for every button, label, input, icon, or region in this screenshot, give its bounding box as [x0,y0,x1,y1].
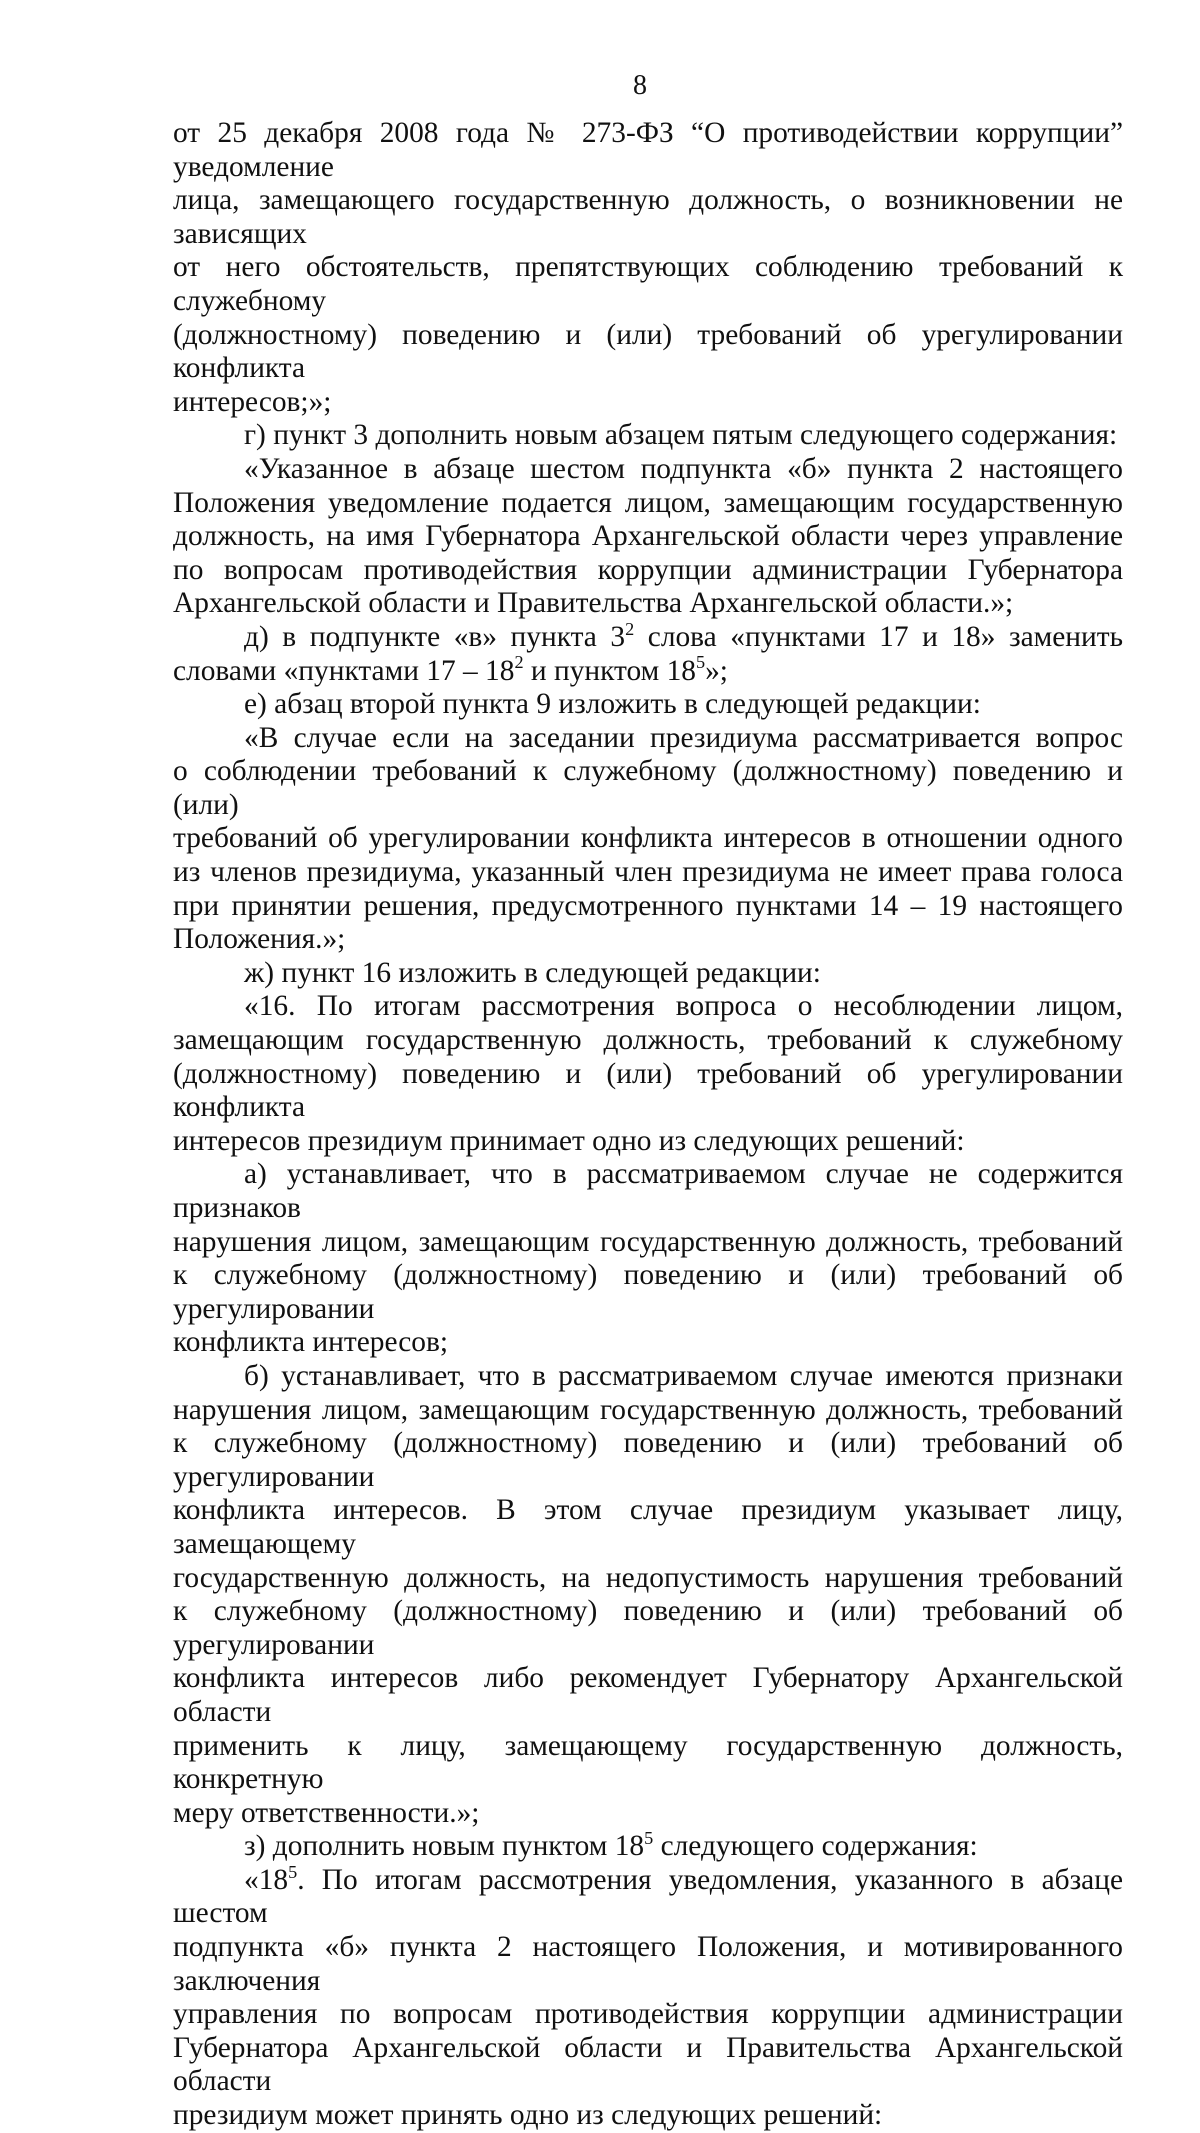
paragraph-line: применить к лицу, замещающему государственную должность, конкретную [173,1729,1123,1796]
paragraph-line: нарушения лицом, замещающим государственную должность, требований [173,1393,1123,1426]
paragraph-line: Положения.»; [173,923,346,956]
paragraph-line: из членов президиума, указанный член президиума не имеет права голоса [173,856,1123,889]
paragraph-line: замещающим государственную должность, требований к служебному [173,1024,1123,1057]
paragraph-line: управления по вопросам противодействия коррупции администрации [173,1998,1123,2031]
paragraph-line: конфликта интересов; [173,1326,449,1359]
paragraph-line: ж) пункт 16 изложить в следующей редакции: [244,956,821,989]
paragraph-line: Архангельской области и Правительства Архангельской области.»; [173,587,1014,620]
paragraph-line: словами «пунктами $17 - 18^2$ и пунктом $18^5$»; [173,652,728,687]
paragraph-line: д) в подпункте «в» пункта $3^2$ слова «пунктами 17 и 18» заменить [244,618,1123,653]
paragraph-line: б) устанавливает, что в рассматриваемом случае имеются признаки [244,1359,1123,1392]
superscript: 2 [625,618,635,639]
paragraph-line: к служебному (должностному) поведению и (или) требований об урегулировании [173,1427,1123,1493]
paragraph-line: конфликта интересов. В этом случае президиум указывает лицу, замещающему [173,1494,1123,1560]
paragraph-line: при принятии решения, предусмотренного пунктами 14 – 19 настоящего [173,889,1123,922]
paragraph-line: з) дополнить новым пунктом $18^5$ следующего содержания: [244,1827,978,1863]
superscript: 5 [695,652,706,673]
paragraph-line: по вопросам противодействия коррупции администрации Губернатора [173,553,1123,586]
paragraph-line: подпункта «б» пункта 2 настоящего Положения, и мотивированного заключения [173,1931,1123,1997]
paragraph-line: нарушения лицом, замещающим государственную должность, требований [173,1225,1123,1258]
paragraph-line: Положения уведомление подается лицом, замещающим государственную [173,486,1123,519]
paragraph-line: г) пункт 3 дополнить новым абзацем пятым следующего содержания: [244,419,1118,452]
paragraph-line: (должностному) поведению и (или) требований об урегулировании конфликта [173,1057,1123,1124]
paragraph-line: Губернатора Архангельской области и Правительства Архангельской области [173,2031,1123,2098]
paragraph-line: о соблюдении требований к служебному (должностному) поведению и (или) [173,755,1123,821]
paragraph-line: к служебному (должностному) поведению и (или) требований об урегулировании [173,1595,1123,1661]
paragraph-line: лица, замещающего государственную должность, о возникновении не зависящих [173,184,1123,250]
superscript: 5 [288,1861,298,1882]
paragraph-line: «16. По итогам рассмотрения вопроса о несоблюдении лицом, [244,990,1123,1023]
paragraph-line: конфликта интересов либо рекомендует Губернатору Архангельской области [173,1662,1123,1728]
paragraph-line: а) устанавливает, что в рассматриваемом случае не содержится признаков [173,1158,1123,1224]
paragraph-line: «$18^5$. По итогам рассмотрения уведомления, указанного в абзаце шестом [173,1861,1123,1930]
paragraph-line: е) абзац второй пункта 9 изложить в следующей редакции: [244,688,981,721]
superscript: 2 [514,652,524,673]
paragraph-line: требований об урегулировании конфликта интересов в отношении одного [173,822,1123,855]
paragraph-line: «В случае если на заседании президиума рассматривается вопрос [244,721,1123,754]
paragraph-line: (должностному) поведению и (или) требований об урегулировании конфликта [173,318,1123,385]
document-body [173,117,1123,2133]
superscript: 5 [644,1827,654,1848]
paragraph-line: меру ответственности.»; [173,1796,480,1829]
paragraph-line: должность, на имя Губернатора Архангельской области через управление [173,520,1123,553]
paragraph-line: к служебному (должностному) поведению и (или) требований об урегулировании [173,1259,1123,1325]
paragraph-line: от него обстоятельств, препятствующих соблюдению требований к служебному [173,251,1123,317]
page-number: 8 [633,70,647,101]
paragraph-line: президиум может принять одно из следующих решений: [173,2099,883,2132]
paragraph-line: государственную должность, на недопустимость нарушения требований [173,1561,1123,1594]
paragraph-line: от 25 декабря 2008 года № 273-ФЗ “О противодействии коррупции” уведомление [173,117,1123,183]
paragraph-line: интересов;»; [173,385,332,418]
paragraph-line: интересов президиум принимает одно из следующих решений: [173,1124,965,1157]
paragraph-line: «Указанное в абзаце шестом подпункта «б» пункта 2 настоящего [244,452,1123,485]
